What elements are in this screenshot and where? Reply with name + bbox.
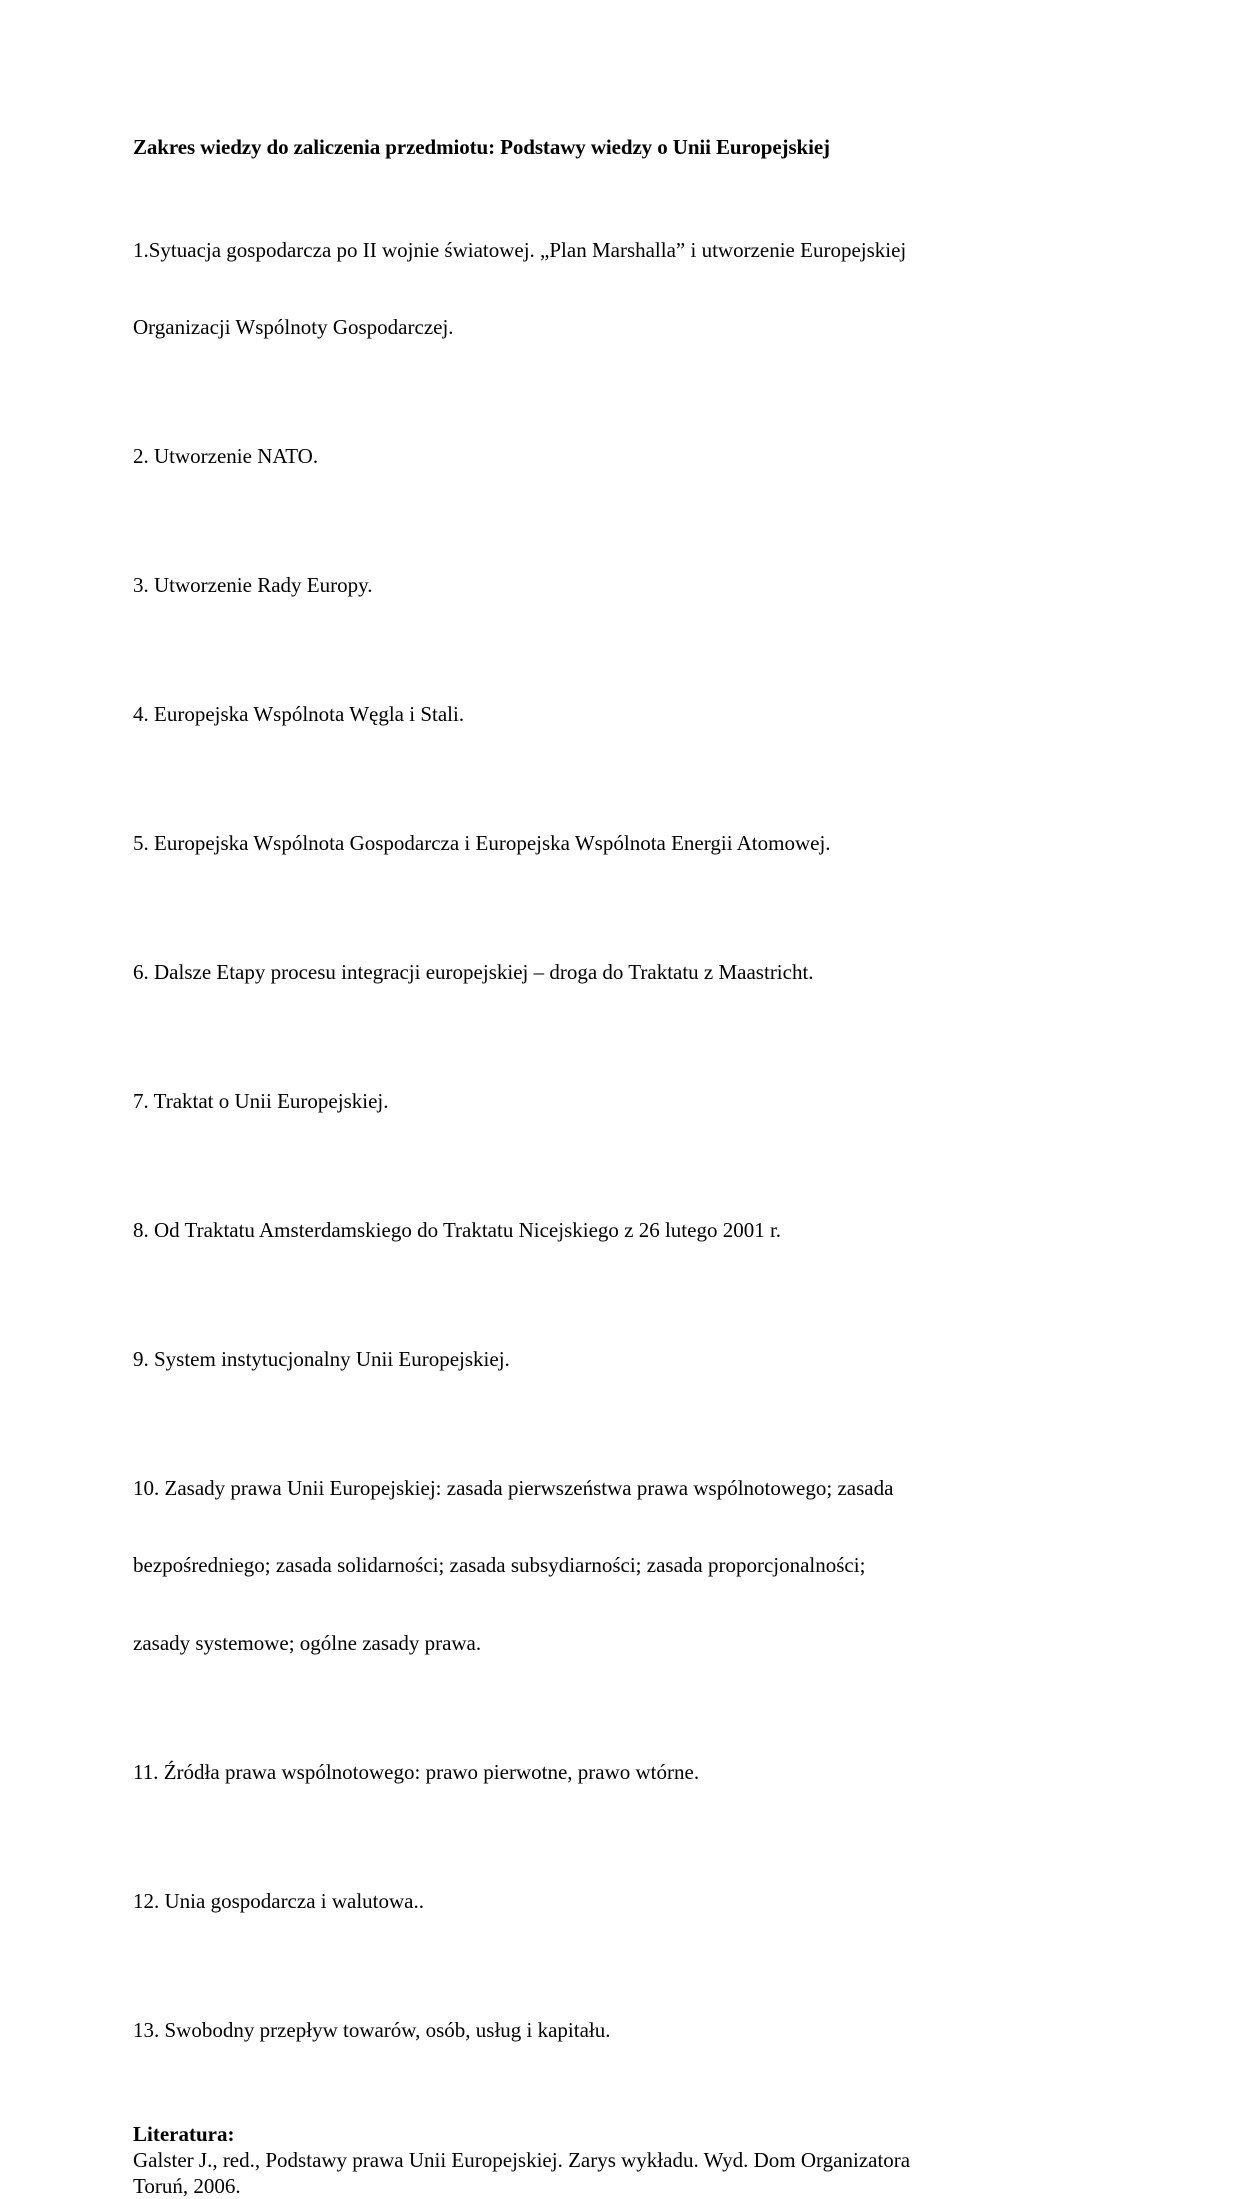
topic-line: 3. Utworzenie Rady Europy. [133, 572, 373, 597]
topic-line: 5. Europejska Wspólnota Gospodarcza i Europejska Wspólnota Energii Atomowej. [133, 830, 831, 855]
section-spacer [133, 2095, 1113, 2121]
topic-line: zasady systemowe; ogólne zasady prawa. [133, 1630, 482, 1655]
document-title: Zakres wiedzy do zaliczenia przedmiotu: Podstawy wiedzy o Unii Europejskiej [133, 135, 830, 159]
topic-item-5 [133, 779, 1113, 908]
literature-entry [133, 2147, 1113, 2199]
topic-line: 10. Zasady prawa Unii Europejskiej: zasada pierwszeństwa prawa wspólnotowego; zasada [133, 1475, 894, 1500]
literature-line: Galster J., red., Podstawy prawa Unii Europejskiej. Zarys wykładu. Wyd. Dom Organizatora [133, 2147, 911, 2172]
topic-item-12 [133, 1837, 1113, 1966]
topic-line: 11. Źródła prawa wspólnotowego: prawo pierwotne, prawo wtórne. [133, 1759, 700, 1784]
topic-line: 9. System instytucjonalny Unii Europejskiej. [133, 1346, 510, 1371]
topic-item-11 [133, 1708, 1113, 1837]
topic-item-2 [133, 392, 1113, 521]
topic-line: 13. Swobodny przepływ towarów, osób, usług i kapitału. [133, 2017, 611, 2042]
topic-line: 1.Sytuacja gospodarcza po II wojnie światowej. „Plan Marshalla” i utworzenie Europejskiej [133, 237, 907, 262]
topic-item-10 [133, 1424, 1113, 1708]
document-page [133, 134, 1113, 2199]
topic-item-9 [133, 1295, 1113, 1424]
topic-line: 2. Utworzenie NATO. [133, 443, 319, 468]
topic-item-8 [133, 1166, 1113, 1295]
topic-item-6 [133, 908, 1113, 1037]
literature-section [133, 2121, 1113, 2199]
topic-item-4 [133, 650, 1113, 779]
literature-line: Toruń, 2006. [133, 2173, 241, 2198]
topic-line: Organizacji Wspólnoty Gospodarczej. [133, 314, 454, 339]
topic-line: bezpośredniego; zasada solidarności; zasada subsydiarności; zasada proporcjonalności; [133, 1553, 866, 1578]
topic-item-1 [133, 186, 1113, 392]
topic-line: 6. Dalsze Etapy procesu integracji europejskiej – droga do Traktatu z Maastricht. [133, 959, 814, 984]
topic-item-7 [133, 1037, 1113, 1166]
literature-heading: Literatura: [133, 2121, 235, 2146]
topic-line: 8. Od Traktatu Amsterdamskiego do Traktatu Nicejskiego z 26 lutego 2001 r. [133, 1217, 782, 1242]
topic-list [133, 186, 1113, 2095]
topic-item-3 [133, 521, 1113, 650]
topic-line: 12. Unia gospodarcza i walutowa.. [133, 1888, 424, 1913]
topic-line: 4. Europejska Wspólnota Węgla i Stali. [133, 701, 465, 726]
topic-item-13 [133, 1966, 1113, 2095]
topic-line: 7. Traktat o Unii Europejskiej. [133, 1088, 389, 1113]
